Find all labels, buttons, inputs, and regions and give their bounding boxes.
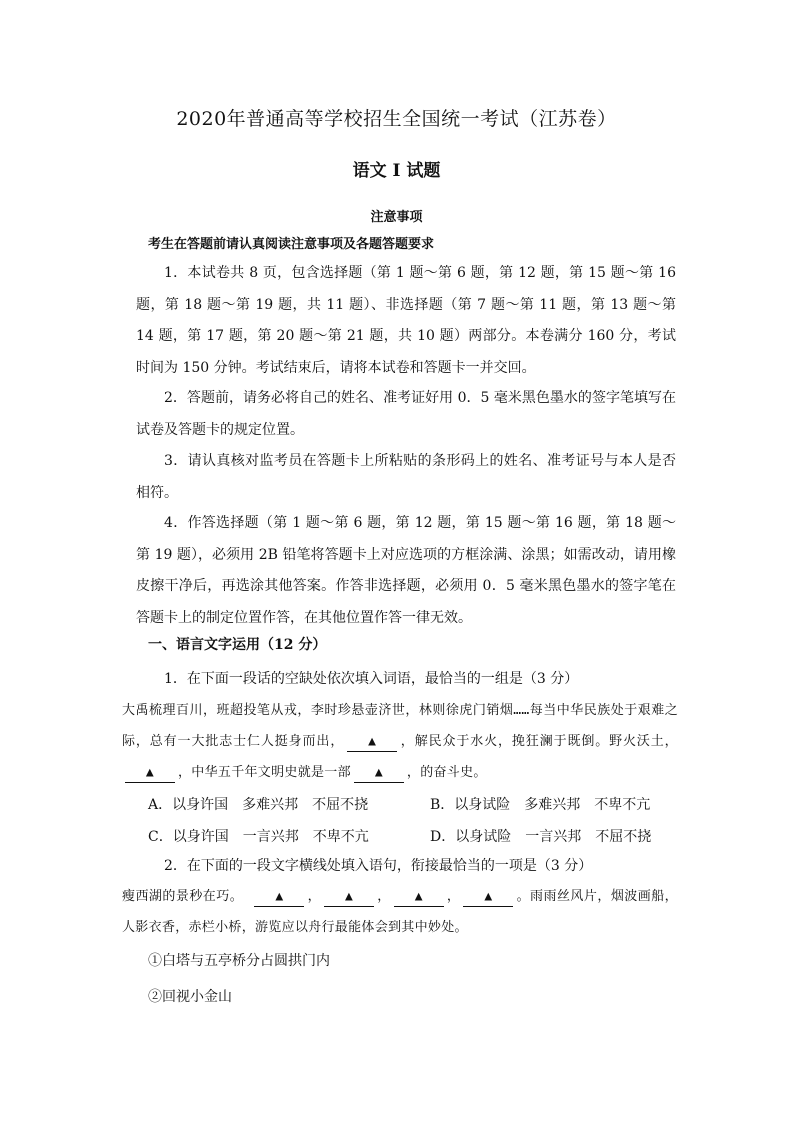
separator: ， (307, 889, 322, 904)
question-2-passage (122, 881, 678, 943)
option-c: C．以身许国 一言兴邦 不卑不亢 (148, 829, 369, 845)
passage-text: 大禹梳理百川，班超投笔从戎，李时珍悬壶济世，林则徐虎门销烟……每当中华民族处于艰难之际，总有一大批志士仁人挺身而出， (122, 703, 678, 749)
notice-item-4: 4．作答选择题（第 1 题～第 6 题，第 12 题，第 15 题～第 16 题，第 18 题～第 19 题），必须用 2B 铅笔将答题卡上对应选项的方框涂满、涂黑；如需改动，请用橡皮擦干净后，再选涂其他答案。作答非选择题，必须用 0．5 毫米黑色墨水的签字笔在答题卡上的制定位置作答，在其他位置作答一律无效。 (136, 515, 676, 626)
answer-blank: ▲ (125, 764, 175, 783)
notice-item-1: 1．本试卷共 8 页，包含选择题（第 1 题～第 6 题，第 12 题，第 15 题～第 16 题，第 18 题～第 19 题，共 11 题）、非选择题（第 7 题～第 11 题，第 13 题～第 14 题，第 17 题，第 20 题～第 21 题，共 10 题）两部分。本卷满分 160 分，考试时间为 150 分钟。考试结束后，请将本试卷和答题卡一并交回。 (136, 265, 676, 376)
passage-text: ，的奋斗史。 (406, 765, 487, 780)
separator: ， (446, 889, 461, 904)
question-2-prompt: 2．在下面的一段文字横线处填入语句，衔接最恰当的一项是（3 分） (164, 858, 593, 874)
passage-text: 。雨雨丝风片，烟波画船，人影衣香，赤栏小桥，游览应以舟行最能体会到其中妙处。 (122, 889, 678, 935)
question-1-passage (122, 695, 678, 788)
answer-blank: ▲ (347, 733, 397, 752)
option-d: D．以身试险 一言兴邦 不屈不挠 (430, 829, 652, 845)
option-b: B．以身试险 多难兴邦 不卑不亢 (430, 797, 651, 813)
notice-item-3: 3．请认真核对监考员在答题卡上所粘贴的条形码上的姓名、准考证号与本人是否相符。 (136, 453, 676, 501)
option-a: A．以身许国 多难兴邦 不屈不挠 (148, 797, 369, 813)
answer-blank: ▲ (324, 888, 374, 907)
section-heading: 一、语言文字运用（12 分） (148, 637, 327, 653)
answer-blank: ▲ (354, 764, 404, 783)
answer-item-2: ②回视小金山 (148, 989, 232, 1005)
separator: ， (377, 889, 391, 904)
exam-title: 2020年普通高等学校招生全国统一考试（江苏卷） (176, 108, 617, 130)
passage-text: 瘦西湖的景秒在巧。 (122, 889, 244, 904)
passage-text: ，中华五千年文明史就是一部 (178, 765, 351, 780)
notice-heading: 注意事项 (370, 210, 423, 225)
paper-subtitle: 语文 I 试题 (352, 161, 441, 181)
notice-item-2: 2．答题前，请务必将自己的姓名、准考证好用 0．5 毫米黑色墨水的签字笔填写在试卷及答题卡的规定位置。 (136, 390, 676, 438)
answer-blank: ▲ (394, 888, 444, 907)
answer-blank: ▲ (254, 888, 304, 907)
answer-blank: ▲ (463, 888, 513, 907)
question-1-prompt: 1．在下面一段话的空缺处依次填入词语，最恰当的一组是（3 分） (164, 671, 579, 687)
notice-intro: 考生在答题前请认真阅读注意事项及各题答题要求 (148, 237, 435, 252)
answer-item-1: ①白塔与五亭桥分占圆拱门内 (148, 953, 330, 969)
passage-text: ，解民众于水火，挽狂澜于既倒。野火沃土， (400, 734, 678, 749)
